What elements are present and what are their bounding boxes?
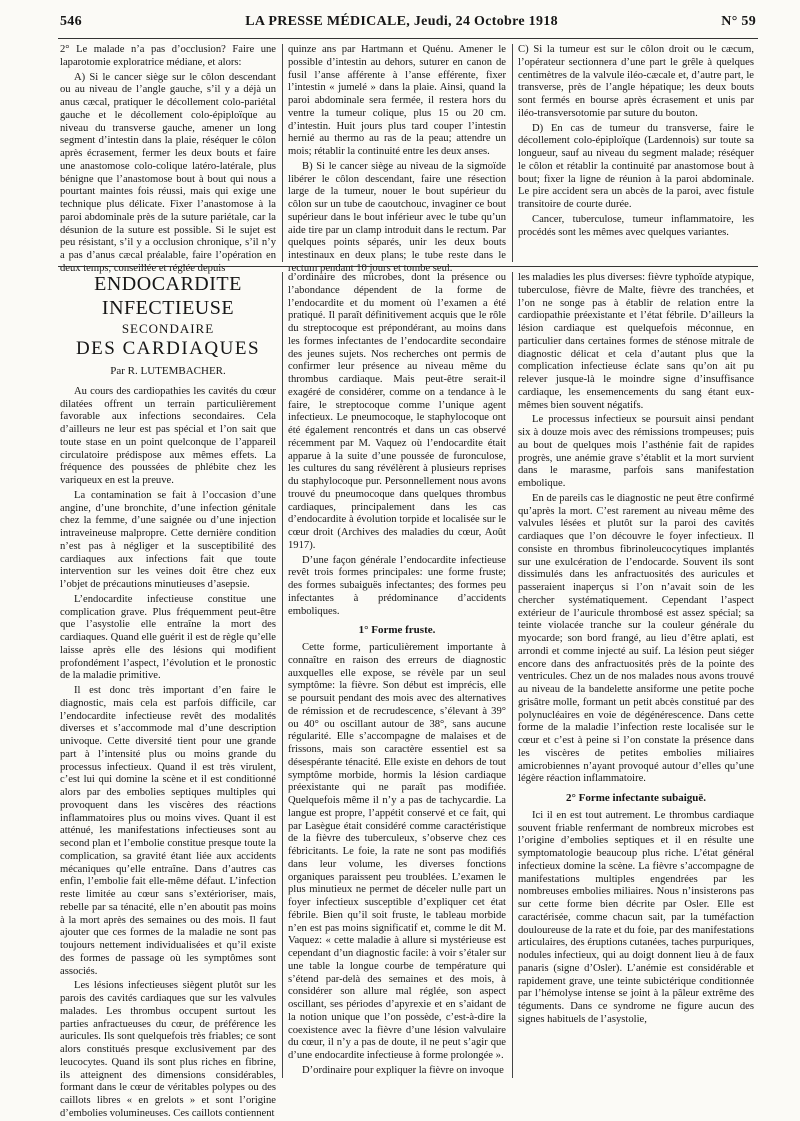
article-title: ENDOCARDITE INFECTIEUSE (94, 273, 242, 319)
article-author: Par R. LUTEMBACHER. (110, 365, 226, 377)
paragraph: La contamination se fait à l’occasion d’une angine, d’une bronchite, d’une infection génitale chez la femme, d’une saignée ou d’une injection intraveineuse malpropre. Cette dernière condition n’est pas à négliger et la susceptibilité des cardiaques aux infections fait que toute intervention sur les veines doit être chez eux l’objet de précautions minutieuses d’asepsie. (60, 489, 276, 590)
page-header (60, 10, 756, 34)
paragraph: Cette forme, particulièrement importante à connaître en raison des erreurs de diagnostic auxquelles elle expose, se révèle par un seul symptôme: la fièvre. Son début est imprécis, elle se poursuit pendant des mois avec des alternatives de rémission et de recrudescence, s’élevant à 39° ou 40° ou oscillant autour de 38°, sans aucune régularité. Elle s’accompagne de malaises et de frissons, mais son caractère essentiel est sa désespérante ténacité. Elle existe en dehors de tout symptôme morbide, hormis la lésion cardiaque préexistante qui ne paraît pas modifiée. Quelquefois même il n’y a pas de tachycardie. La langue est propre, l’appétit conservé et ce fait, qui par Lasègue était considéré comme caractéristique de la fièvre des tuberculeux, s’observe chez ces fébricitants. Le foie, la rate ne sont pas modifiés dans leur volume, les diverses fonctions organiques paraissent peu troublées. L’examen le plus minutieux ne permet de déceler nulle part un foyer infectieux susceptible d’expliquer cet état fébrile. Bien qu’il soit fruste, le tableau morbide n’en est pas moins significatif et, comme le dit M. Vaquez: « cette maladie à allure si mystérieuse est cependant d’un diagnostic facile: à voir s’étaler sur une table la longue courbe de température qui s’étend par-delà des semaines et des mois, à considérer son allure mal réglée, son aspect oscillant, ses périodes d’apyrexie et en s’aidant de la notion unique que l’on possède, c’est-à-dire la coexistence avec la fièvre d’une lésion valvulaire du cœur, il n’y a pas de doute, il ne peut s’agir que d’une endocardite infectieuse à forme prolongée ». (288, 642, 506, 1061)
article-subtitle: SECONDAIRE (121, 321, 215, 336)
paragraph: Cancer, tuberculose, tumeur inflammatoire, les procédés sont les mêmes avec quelques variantes. (518, 213, 754, 238)
article-column-2 (288, 272, 506, 1078)
column-divider (282, 44, 283, 262)
column-divider (512, 44, 513, 262)
paragraph: Il est donc très important d’en faire le diagnostic, mais cela est parfois difficile, car l’endocardite infectieuse revêt des modalités diverses et s’accommode mal d’une description univoque. Cette diversité tient pour une grande part à l’intensité plus ou moins grande du processus infectieux. Quand il est très virulent, c’est lui qui domine la scène et il est conditionné alors par des embolies septiques multiples qui provoquent dans les viscères des réactions inflammatoires plus ou moins vives. Quant il est atténué, les manifestations infectieuses sont au second plan et l’embolie constitue presque toute la complication, sa gravité étant liée aux accidents mécaniques qu’elle entraîne. Dans d’autres cas enfin, l’embolie fait elle-même défaut. L’infection reste limitée au cœur sans s’extérioriser, mais, rebelle par sa ténacité, elle n’en aboutit pas moins à la mort après des semaines ou des mois. Il faut ajouter que ces formes de la maladie ne sont pas toujours nettement individualisées et qu’il existe des formes de passage où les symptômes sont associés. (60, 685, 276, 977)
paragraph: Ici il en est tout autrement. Le thrombus cardiaque souvent friable renfermant de nombreux microbes est l’origine d’embolies septiques et il en résulte une symptomatologie beaucoup plus riche. L’état général infectieux domine la scène. La fièvre s’accompagne de manifestations multiples engendrées par les nombreuses embolies miliaires. Nous n’insisterons pas sur cette forme bien décrite par Osler. Elle est caractérisée, comme chacun sait, par la tuméfaction douloureuse de la rate et du foie, par des manifestations articulaires, des éruptions cutanées, taches purpuriques, nodules infectieux, qui au doigt donnent lieu à de faux panaris (signe d’Osler). L’anémie est considérable et rapidement grave, une teinte subictérique conditionnée par l’hémolyse intense se joint à la pâleur extrême des téguments. Dans ce syndrome ne figure aucun des signes habituels de l’asystolie, (518, 809, 754, 1025)
paragraph: D) En cas de tumeur du transverse, faire le décollement colo-épiploïque (Lardennois) sur toute sa longueur, sauf au niveau du segment malade; réséquer le côlon et rétablir la continuité par anastomose bout à bout; fixer la ligne de réunion à la paroi abdominale. Le pire accident sera un abcès de la paroi, avec fistule transitoire de courte durée. (518, 122, 754, 210)
article-column-3 (518, 272, 754, 1078)
paragraph: A) Si le cancer siège sur le côlon descendant ou au niveau de l’angle gauche, s’il y a déjà un anus cæcal, pratiquer le décollement colo-pariétal gauche et le décollement colo-épiploïque au niveau du transverse gauche, amener un long segment d’intestin dans la plaie, réséquer le côlon après écrasement, fermer les deux bouts et faire une anastomose colo-colique latéro-latérale, plus bénigne que l’anastomose bout à bout qui nous a pourtant maintes fois réussi, mais qui exige une technique plus délicate. Fixer l’anastomose à la paroi abdominale près de la suture pariétale, car la désunion de la suture est possible. Si le sujet est peu résistant, s’il y a occlusion chronique, s’il n’y a pas d’anus cæcal préalable, faire l’opération en deux temps, conseillée et réglée depuis (60, 71, 276, 274)
paragraph: d’ordinaire des microbes, dont la présence ou l’abondance dépendent de la forme de l’endocardite et du moment où l’examen a été pratiqué. Il paraît définitivement acquis que le rôle du streptocoque est prépondérant, au moins dans les formes infectantes de l’endocardite secondaire des jeunes sujets. Nos recherches ont permis de confirmer leur présence au niveau même du thrombus cardiaque. Mais peut-être serait-il exagéré de considérer, comme on a tendance à le faire, le streptocoque comme l’unique agent infectieux. Le pneumocoque, le staphylocoque ont été également rencontrés et dans un cas observé récemment par M. Vaquez où l’endocardite était apparue à la suite d’une poussée de furonculose, les cultures du sang révélèrent à plusieurs reprises du staphylocoque pur. Personnellement nous avons trouvé du pneumocoque dans quelques thrombus cardiaques, principalement dans les cas d’endocardite à évolution torpide et localisée sur le cœur droit (Archives des maladies du cœur, Août 1917). (288, 272, 506, 551)
paragraph: quinze ans par Hartmann et Quénu. Amener le possible d’intestin au dehors, suturer en canon de fusil l’anse afférente à l’anse efférente, fixer l’intestin « jumelé » dans la plaie. Ainsi, quand la paroi abdominale sera fermée, il restera hors du ventre la tumeur colique, plus 15 ou 20 cm. d’intestin. Huit jours plus tard couper l’intestin hernié au thermo au ras de la peau; attendre un mois; rétablir la continuité entre les deux anses. (288, 44, 506, 157)
header-rule (58, 38, 758, 39)
article-title-block (60, 272, 276, 378)
paragraph: D’ordinaire pour expliquer la fièvre on invoque (302, 1064, 504, 1076)
section-rule (58, 266, 758, 267)
paragraph: Le processus infectieux se poursuit ainsi pendant six à douze mois avec des rémissions trompeuses; puis au bout de quelques mois l’asthénie fait de rapides progrès, une anémie grave s’établit et la mort survient dans le marasme, parfois sans manifestation embolique. (518, 414, 754, 489)
paragraph: Les lésions infectieuses siègent plutôt sur les parois des cavités cardiaques que sur les valvules malades. Les thrombus occupent surtout les parties anfractueuses du cœur, de préférence les auricules. Ils sont quelquefois très friables; ce sont alors constitués presque exclusivement par des leucocytes. Quand ils sont plus riches en fibrine, ils atteignent des dimensions considérables, formant dans le cœur de véritables polypes ou des caillots libres « en grelots » et sont l’origine d’embolies volumineuses. Ces caillots contiennent (60, 980, 276, 1119)
page-number: 546 (60, 14, 82, 29)
paragraph: Au cours des cardiopathies les cavités du cœur dilatées offrent un terrain particulièrement favorable aux infections secondaires. Cela d’ailleurs ne leur est pas spécial et l’on sait que toute stase en un point quelconque de l’appareil circulatoire prédispose aux mêmes effets. La fréquence des poussées de phlébite chez les variqueux en est la preuve. (60, 385, 276, 486)
paragraph: les maladies les plus diverses: fièvre typhoïde atypique, tuberculose, fièvre de Malte, fièvre des tranchées, et l’on ne songe pas à établir de relation entre la cardiopathie préexistante et l’état fébrile. D’ailleurs la lésion cardiaque est quelquefois méconnue, en particulier dans certaines formes de sténose mitrale de diagnostic délicat et cela d’autant plus que la complication infectieuse éclate sans qu’on ait pu relever jusque-là le moindre signe d’insuffisance cardiaque, les ensemencements du sang étant eux-mêmes bien souvent négatifs. (518, 272, 754, 411)
paragraph: D’une façon générale l’endocardite infectieuse revêt trois formes principales: une forme fruste; des formes subaiguës infectantes; des formes peu infectantes à prédominance d’accidents emboliques. (288, 554, 506, 617)
issue-number: N° 59 (721, 14, 756, 29)
article-title-line3: DES CARDIAQUES (75, 338, 261, 359)
article-column-1 (60, 272, 276, 1119)
top-column-1 (60, 44, 276, 274)
journal-line: LA PRESSE MÉDICALE, Jeudi, 24 Octobre 1918 (245, 14, 558, 29)
paragraph: L’endocardite infectieuse constitue une complication grave. Plus fréquemment peut-être que l’asystolie elle entraîne la mort des cardiaques. Quand elle guérit il est de règle qu’elle laisse après elle des lésions qui modifient profondément l’aspect, l’évolution et le pronostic de la maladie primitive. (60, 593, 276, 682)
paragraph: En de pareils cas le diagnostic ne peut être confirmé qu’après la mort. C’est rarement au niveau même des valvules lésées et plutôt sur la paroi des cavités cardiaques que l’on découvre le foyer infectieux. Il consiste en thrombus fibrinoleucocytiques implantés sur une exulcération de l’endocarde. Souvent ils sont dissimulés dans les anfractuosités des auricules et passeraient inaperçus si l’on n’avait soin de les chercher systématiquement. Cependant l’aspect extérieur de l’auricule thrombosé est assez spécial; sa teinte violacée tranche sur la couleur générale du myocarde; son bord frangé, au lieu d’être aplati, est arrondi et comme injecté au suif. La lésion peut siéger encore dans des anfractuosités près de la pointe des ventricules. Chez un de nos malades nous avons trouvé au niveau de la bandelette ansiforme une petite poche grisâtre molle, formant un petit abcès constitué par des polynucléaires en voie de dégénérescence. Dans cette forme de la maladie l’infection reste localisée sur le cœur et c’est à peine si l’on constate la présence dans les viscères de petites embolies miliaires amicrobiennes n’ayant provoqué autour d’elles qu’une légère réaction inflammatoire. (518, 492, 754, 785)
section-heading-forme-infectante: 2° Forme infectante subaiguë. (565, 792, 707, 804)
paragraph: B) Si le cancer siège au niveau de la sigmoïde libérer le côlon descendant, faire une résection large de la tumeur, nouer le bout supérieur du côlon sur un tube de caoutchouc, invaginer ce bout supérieur dans le bout inférieur avec le tube qu’un aide tire par un clamp introduit dans le rectum. Par quelques points séparés, unir les deux bouts intestinaux en deux plans; le tube reste dans le rectum pendant 10 jours et tombe seul. (288, 160, 506, 274)
paragraph: 2° Le malade n’a pas d’occlusion? Faire une laparotomie exploratrice médiane, et alors: (60, 44, 276, 68)
section-heading-forme-fruste: 1° Forme fruste. (358, 624, 436, 637)
column-divider (282, 272, 283, 1078)
top-column-3 (518, 44, 754, 262)
column-divider (512, 272, 513, 1078)
top-column-2 (288, 44, 506, 274)
paragraph: C) Si la tumeur est sur le côlon droit ou le cæcum, l’opérateur sectionnera d’une part le grêle à quelques centimètres de la valvule iléo-cæcale et, d’autre part, le transverse, près de l’angle hépatique; les deux bouts sont fermés en bourse après écrasement et unis par iléo-transversotomie par suture du bouton. (518, 44, 754, 119)
